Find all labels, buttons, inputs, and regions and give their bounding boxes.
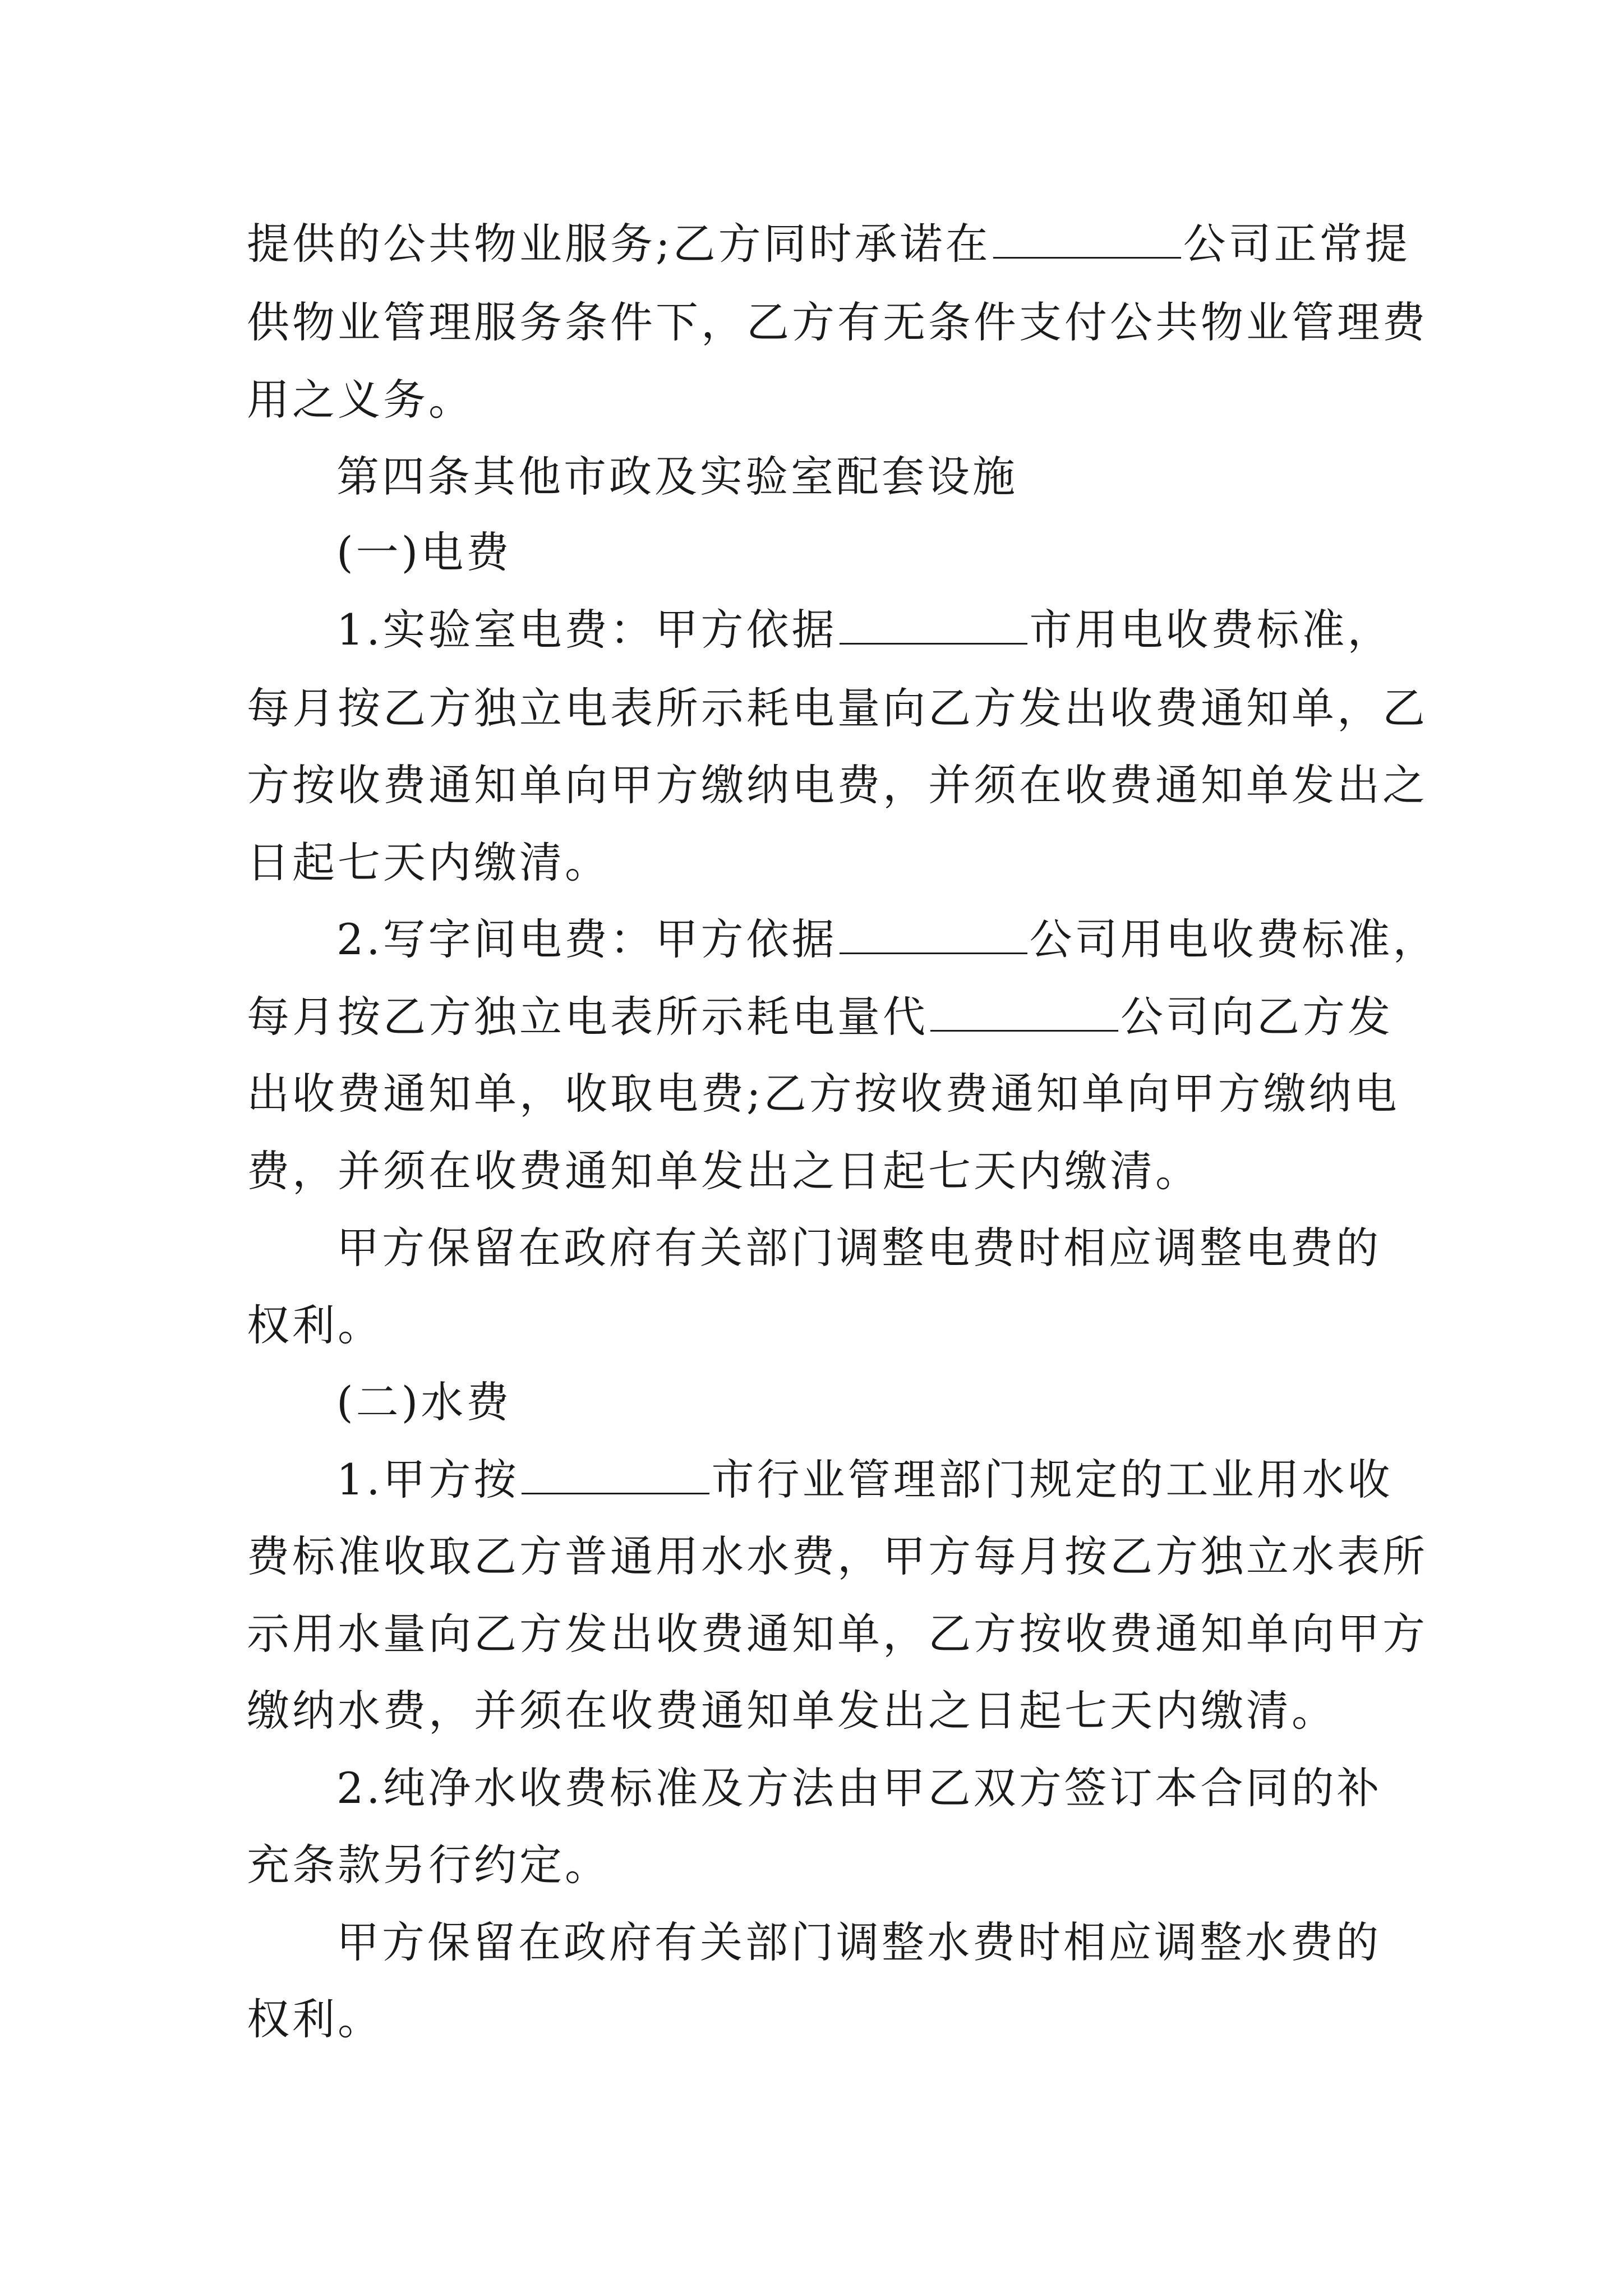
text-line: 2.纯净水收费标准及方法由甲乙双方签订本合同的补 [336, 1763, 1382, 1813]
text-line: 费，并须在收费通知单发出之日起七天内缴清。 [247, 1146, 1201, 1196]
text-line: 甲方保留在政府有关部门调整电费时相应调整电费的 [336, 1223, 1381, 1273]
fill-in-blank [930, 996, 1118, 1032]
text-line: 日起七天内缴清。 [247, 838, 610, 887]
text-line: 示用水量向乙方发出收费通知单，乙方按收费通知单向甲方 [247, 1609, 1428, 1659]
section-heading: 第四条其他市政及实验室配套设施 [336, 452, 1018, 501]
text-line: 每月按乙方独立电表所示耗电量向乙方发出收费通知单，乙 [247, 683, 1428, 733]
text-line: 缴纳水费，并须在收费通知单发出之日起七天内缴清。 [247, 1686, 1337, 1736]
subsection-heading: (一)电费 [336, 527, 512, 577]
text-line: 方按收费通知单向甲方缴纳电费，并须在收费通知单发出之 [247, 760, 1428, 810]
fill-in-blank [522, 1459, 709, 1494]
text-line: 甲方保留在政府有关部门调整水费时相应调整水费的 [336, 1917, 1381, 1967]
text-line: 费标准收取乙方普通用水水费，甲方每月按乙方独立水表所 [247, 1531, 1428, 1581]
text-line: 1.实验室电费：甲方依据 市用电收费标准， [336, 605, 1393, 655]
text-line: 权利。 [247, 1300, 383, 1350]
text-line: 权利。 [247, 1994, 383, 2044]
text-line: 充条款另行约定。 [247, 1840, 610, 1890]
text-line: 2.写字间电费：甲方依据 公司用电收费标准， [336, 914, 1438, 964]
text-line: 每月按乙方独立电表所示耗电量代 公司向乙方发 [247, 992, 1393, 1042]
text-line: 提供的公共物业服务;乙方同时承诺在 公司正常提 [247, 219, 1410, 269]
fill-in-blank [993, 223, 1181, 259]
fill-in-blank [840, 919, 1027, 954]
text-line: 出收费通知单，收取电费;乙方按收费通知单向甲方缴纳电 [247, 1069, 1400, 1119]
fill-in-blank [840, 609, 1027, 645]
subsection-heading: (二)水费 [336, 1377, 512, 1427]
text-line: 供物业管理服务条件下，乙方有无条件支付公共物业管理费 [247, 297, 1428, 347]
text-line: 用之义务。 [247, 375, 474, 425]
text-line: 1.甲方按 市行业管理部门规定的工业用水收 [336, 1455, 1393, 1504]
